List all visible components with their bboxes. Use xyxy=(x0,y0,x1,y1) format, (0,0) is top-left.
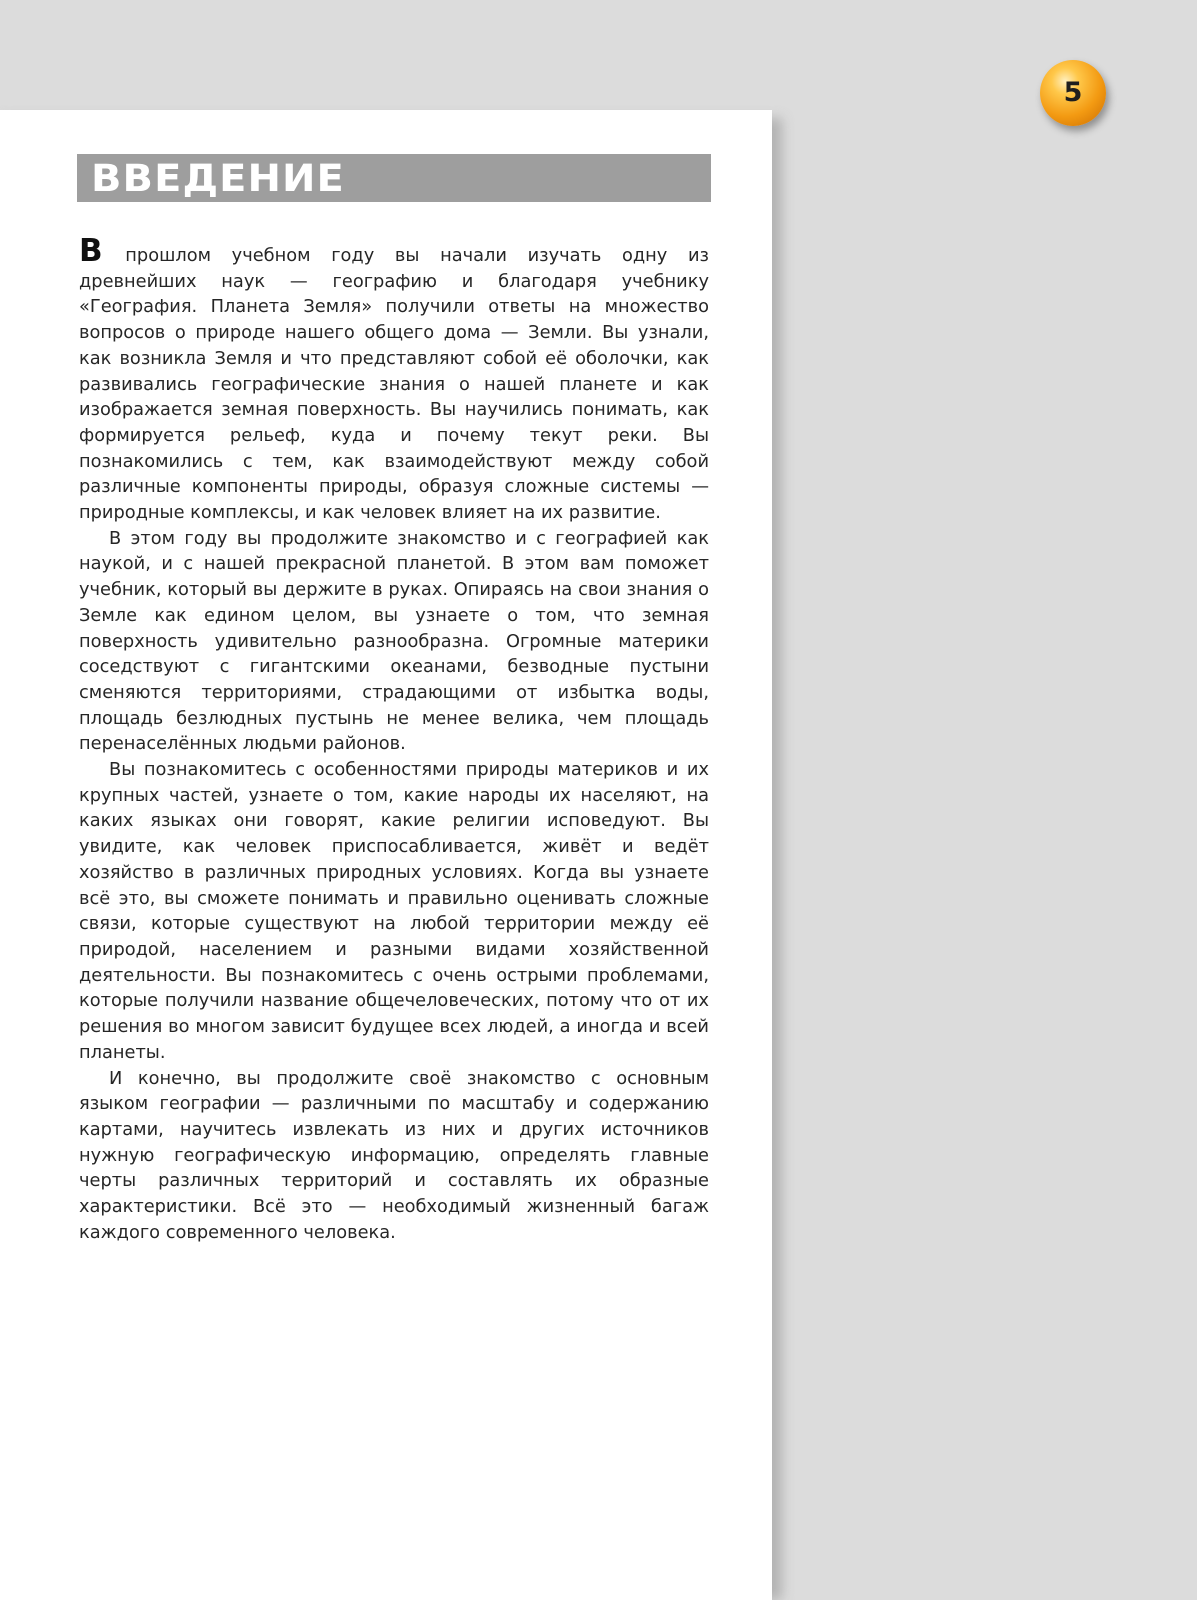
section-title-bar xyxy=(77,154,711,202)
section-title: ВВЕДЕНИЕ xyxy=(91,156,345,200)
body-text xyxy=(79,233,709,1245)
paragraph-2: В этом году вы продолжите знакомство и с географией как наукой, и с нашей прекрасной планетой. В этом вам поможет учебник, который вы держите в руках. Опираясь на свои знания о Земле как едином целом, вы узнаете о том, что земная поверхность удивительно разнообразна. Огромные материки соседствуют с гигантскими океанами, безводные пустыни сменяются территориями, страдающими от избытка воды, площадь безлюдных пустынь не менее велика, чем площадь перенаселённых людьми районов. xyxy=(79,527,709,755)
paragraph-1 xyxy=(79,233,709,526)
page-number-badge xyxy=(1040,60,1106,126)
drop-cap: В xyxy=(79,233,103,269)
page-number: 5 xyxy=(1063,76,1083,108)
paragraph-4: И конечно, вы продолжите своё знакомство с основным языком географии — различными по масштабу и содержанию картами, научитесь извлекать из них и других источников нужную географическую информацию, определять главные черты различных территорий и составлять их образные характеристики. Всё это — необходимый жизненный багаж каждого современного человека. xyxy=(79,1067,709,1243)
paragraph-1-text: прошлом учебном году вы начали изучать одну из древнейших наук — географию и благодаря учебнику «География. Планета Земля» получили ответы на множество вопросов о природе нашего общего дома — Земли. Вы узнали, как возникла Земля и что представляют собой её оболочки, как развивались географические знания о нашей планете и как изображается земная поверхность. Вы научились понимать, как формируется рельеф, куда и почему текут реки. Вы познакомились с тем, как взаимодействуют между собой различные компоненты природы, образуя сложные системы — природные комплексы, и как человек влияет на их развитие. xyxy=(79,245,709,524)
paragraph-3: Вы познакомитесь с особенностями природы материков и их крупных частей, узнаете о том, какие народы их населяют, на каких языках они говорят, какие религии исповедуют. Вы увидите, как человек приспосабливается, живёт и ведёт хозяйство в различных природных условиях. Когда вы узнаете всё это, вы сможете понимать и правильно оценивать сложные связи, которые существуют на любой территории между её природой, населением и разными видами хозяйственной деятельности. Вы познакомитесь с очень острыми проблемами, которые получили название общечеловеческих, потому что от их решения во многом зависит будущее всех людей, а иногда и всей планеты. xyxy=(79,759,709,1063)
